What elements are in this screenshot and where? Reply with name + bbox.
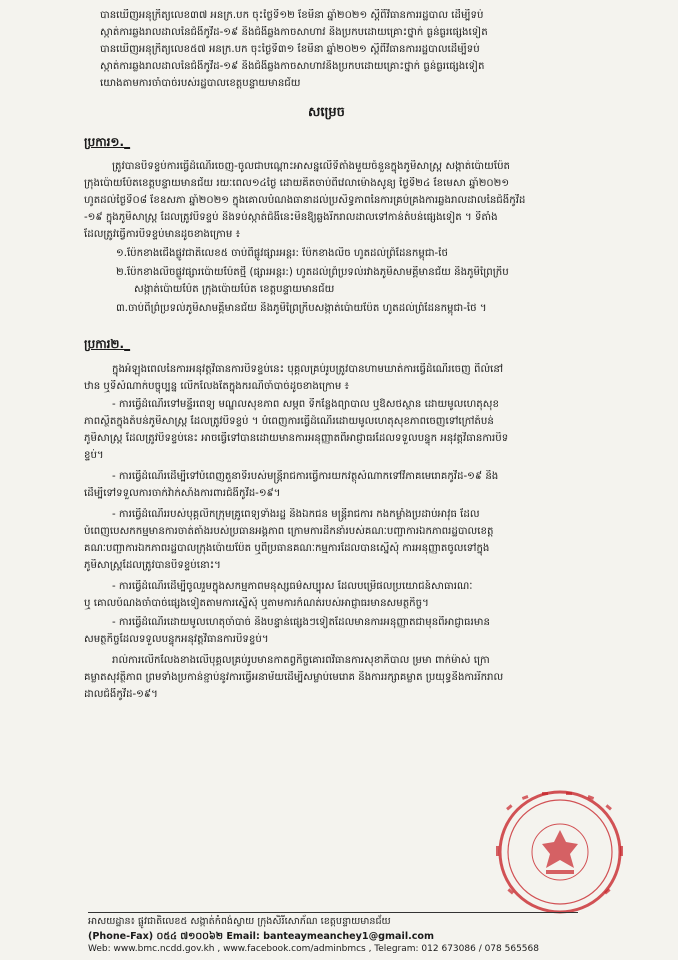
preamble-line: ស្កាត់ការឆ្លងរាលដាលនៃជំងឺកូវីដ-១៩ និងជំងឺឆ្លងកាចសាហាវនិងប្រកបដោយគ្រោះថ្នាក់ ធ្ងន់ធ្ងរផ្សេងទៀត [100, 61, 485, 72]
preamble-line: • បានឃើញអនុក្រឹត្យលេខ៣៧ អនក្រ.បក ចុះថ្ងៃទី១២ ខែមីនា ឆ្នាំ២០២១ ស្តីពីវិធានការរដ្ឋបាល ដើម្បីទប់ [100, 9, 483, 23]
preamble-line: • យោងតាមការចាំបាច់របស់រដ្ឋបាលខេត្តបន្ទាយមានជ័យ [100, 77, 300, 91]
article-1-item: ១.ប៉ែកខាងជើងផ្លូវជាតិលេខ៥ ចាប់ពីផ្លូវផ្សារអន្តរ: ប៉ែកខាងលិច ហូតដល់ព្រំដែនកម្ពុជា-ថៃ [116, 248, 448, 259]
article-2-line: ភូមិសាស្ត្រ ដែលត្រូវបិទខ្ទប់នេះ អាចធ្វើទៅបានដោយមានការអនុញ្ញាតពីអាជ្ញាធរដែលទទួលបន្ទុក អនុវត្តវិធានការបិទ [84, 433, 509, 444]
article-2-line: គណៈបញ្ជាការឯកភាពរដ្ឋបាលក្រុងប៉ោយប៉ែត ឬពីប្រធានគណៈកម្មការដែលបានស្នើសុំ ការអនុញ្ញាតចូលទៅក្នុង [84, 543, 490, 554]
article-2-title: ប្រការ២._ [84, 337, 131, 351]
article-1-item: សង្កាត់ប៉ោយប៉ែត ក្រុងប៉ោយប៉ែត ខេត្តបន្ទាយមានជ័យ [134, 284, 335, 295]
article-2-line: ឋាន ឬទីសំណាក់បច្ចុប្បន្ន លើកលែងតែក្នុងករណីចាំបាច់ដូចខាងក្រោម ៖ [84, 381, 349, 392]
article-1-line: ហូតដល់ថ្ងៃទី០៨ ខែឧសភា ឆ្នាំ២០២១ ក្នុងគោលបំណងធានាដល់ប្រសិទ្ធភាពនៃការគ្រប់គ្រងការឆ្លងរាលដាលនៃជំងឺកូវីដ [84, 195, 526, 206]
article-2-line: ដើម្បីទៅទទួលការចាក់វ៉ាក់សាំងការពារជំងឺកូវីដ-១៩។ [84, 488, 281, 499]
article-1-line: ដែលត្រូវធ្វើការបិទខ្ទប់មានដូចខាងក្រោម ៖ [84, 229, 241, 240]
article-2-line: ឬ គោលបំណងចាំបាច់ផ្សេងទៀតតាមការស្នើសុំ ឬតាមការកំណត់របស់អាជ្ញាធរមានសមត្ថកិច្ច។ [84, 598, 429, 609]
footer-phone-email: (Phone-Fax) ០៥៤ ៧១០០៦២ Email: banteaymeanchey1@gmail.com [88, 931, 435, 942]
footer-divider [88, 912, 578, 913]
preamble-line: ស្កាត់ការឆ្លងរាលដាលនៃជំងឺកូវីដ-១៩ និងជំងឺឆ្លងកាចសាហាវ និងប្រកបដោយគ្រោះថ្នាក់ ធ្ងន់ធ្ងរផ្សេងទៀត [100, 27, 488, 38]
article-2-line: ភាពស្ថិតក្នុងតំបន់ភូមិសាស្ត្រ ដែលត្រូវបិទខ្ទប់ ។ បំពេញការធ្វើដំណើរដោយមូលហេតុសុខភាពចេញទៅក្រៅតំបន់ [84, 416, 494, 427]
footer-web-links: Web: www.bmc.ncdd.gov.kh , www.facebook.com/adminbmcs , Telegram: 012 673086 / 078 565568 [88, 944, 539, 954]
article-1-line: -១៩ ក្នុងភូមិសាស្ត្រ ដែលត្រូវបិទខ្ទប់ និងទប់ស្កាត់ជំងឺនេះមិនឱ្យឆ្លងរីករាលដាលទៅកាន់តំបន់ផ្សេងទៀត ។ ទីតាំង [84, 212, 498, 223]
article-1-item: ៣.ចាប់ពីព្រំប្រទល់ភូមិសាមគ្គីមានជ័យ និងភូមិព្រៃក្រឹបសង្កាត់ប៉ោយប៉ែត ហូតដល់ព្រំដែនកម្ពុជា-ថៃ ។ [116, 303, 487, 314]
article-2-line: បំពេញបេសកកម្មមានការចាត់តាំងរបស់ប្រធានអង្គភាព ក្រោមការដឹកនាំរបស់គណៈបញ្ជាការឯកភាពរដ្ឋបាលខេត្ត [84, 526, 494, 537]
article-2-line: រាល់ការលើកលែងខាងលើបុគ្គលគ្រប់រូបមានកាតព្វកិច្ចគោរពវិធានការសុខាភិបាល ម្រមា ពាក់ម៉ាស់ ក្រោ [112, 655, 490, 666]
footer-address: អាសយដ្ឋាន៖ ផ្លូវជាតិលេខ៥ សង្កាត់កំពង់ស្វាយ ក្រុងសិរីសោភ័ណ ខេត្តបន្ទាយមានជ័យ [88, 916, 391, 927]
article-1-title: ប្រការ១._ [84, 135, 131, 149]
article-2-line: សមត្ថកិច្ចដែលទទួលបន្ទុកអនុវត្តវិធានការបិទខ្ទប់។ [84, 634, 269, 645]
article-2-line: - ការធ្វើដំណើរដើម្បីទៅបំពេញតួនាទីរបស់មន្ត្រីរាជការធ្វើការយកវត្ថុសំណាកទៅវិភាគមេរោគកូវីដ-១៩ និង [112, 471, 499, 482]
preamble-line: • បានឃើញអនុក្រឹត្យលេខ៥៧ អនក្រ.បក ចុះថ្ងៃទី៣១ ខែមីនា ឆ្នាំ២០២១ ស្តីពីវិធានការរដ្ឋបាលដើម្បីទប់ [100, 43, 480, 57]
article-2-line: - ការធ្វើដំណើររបស់បុគ្គលិកក្រុមគ្រូពេទ្យទាំងរដ្ឋ និងឯកជន មន្ត្រីរាជការ កងកម្លាំងប្រដាប់អាវុធ ដែល [112, 509, 480, 520]
article-1-line: ត្រូវបានបិទខ្ទប់ការធ្វើដំណើរចេញ-ចូលជាបណ្តោះអាសន្នលើទីតាំងមួយចំនួនក្នុងភូមិសាស្ត្រ សង្កាត់ប៉ោយប៉ែត [112, 161, 510, 172]
article-2-line: ភូមិសាស្ត្រដែលត្រូវបានបិទខ្ទប់នោះ។ [84, 560, 221, 571]
article-2-line: - ការធ្វើដំណើរដើម្បីចូលរួមក្នុងសកម្មភាពមនុស្សធម៌សប្បុរស ដែលបម្រើផលប្រយោជន៍សាធារណៈ [112, 581, 473, 592]
decision-heading: សម្រេច [308, 105, 345, 120]
article-2-line: - ការធ្វើដំណើរដោយមូលហេតុចាំបាច់ និងបន្ទាន់ផ្សេងៗទៀតដែលមានការអនុញ្ញាតជាមុនពីអាជ្ញាធរមាន [112, 617, 490, 628]
article-2-line: ក្នុងអំឡុងពេលនៃការអនុវត្តវិធានការបិទខ្ទប់នេះ បុគ្គលគ្រប់រូបត្រូវបានហាមឃាត់ការធ្វើដំណើរចេញ ពីលំនៅ [112, 364, 504, 375]
article-2-line: - ការធ្វើដំណើរទៅមន្ទីរពេទ្យ មណ្ឌលសុខភាព សម្ភព ទីកន្លែងព្យាបាល ឬឱសថស្ថាន ដោយមូលហេតុសុខ [112, 399, 499, 410]
article-2-line: ខ្ទប់។ [84, 450, 104, 461]
official-seal-icon [486, 786, 634, 918]
article-1-item: ២.ប៉ែកខាងលិចផ្លូវផ្សារប៉ោយប៉ែតថ្មី (ផ្សារអន្តរ:) ហូតដល់ព្រំប្រទល់រវាងភូមិសាមគ្គីមានជ័យ និងភូមិព្រៃក្រឹប [116, 267, 509, 278]
article-2-line: គម្លាតសុវត្ថិភាព ព្រមទាំងប្រកាន់ខ្ជាប់នូវការធ្វើអនាម័យដើម្បីសម្លាប់មេរោគ និងការរក្សាគម្លាត ប្រយុទ្ធនឹងការរីករាល [84, 672, 504, 683]
article-2-line: ដាលជំងឺកូវីដ-១៩។ [84, 689, 158, 700]
article-1-line: ក្រុងប៉ោយប៉ែតខេត្តបន្ទាយមានជ័យ រយៈពេល១៤ថ្ងៃ ដោយគិតចាប់ពីវេលាម៉ោងសូន្យ ថ្ងៃទី២៤ ខែមេសា ឆ្នាំ២០២១ [84, 178, 510, 189]
